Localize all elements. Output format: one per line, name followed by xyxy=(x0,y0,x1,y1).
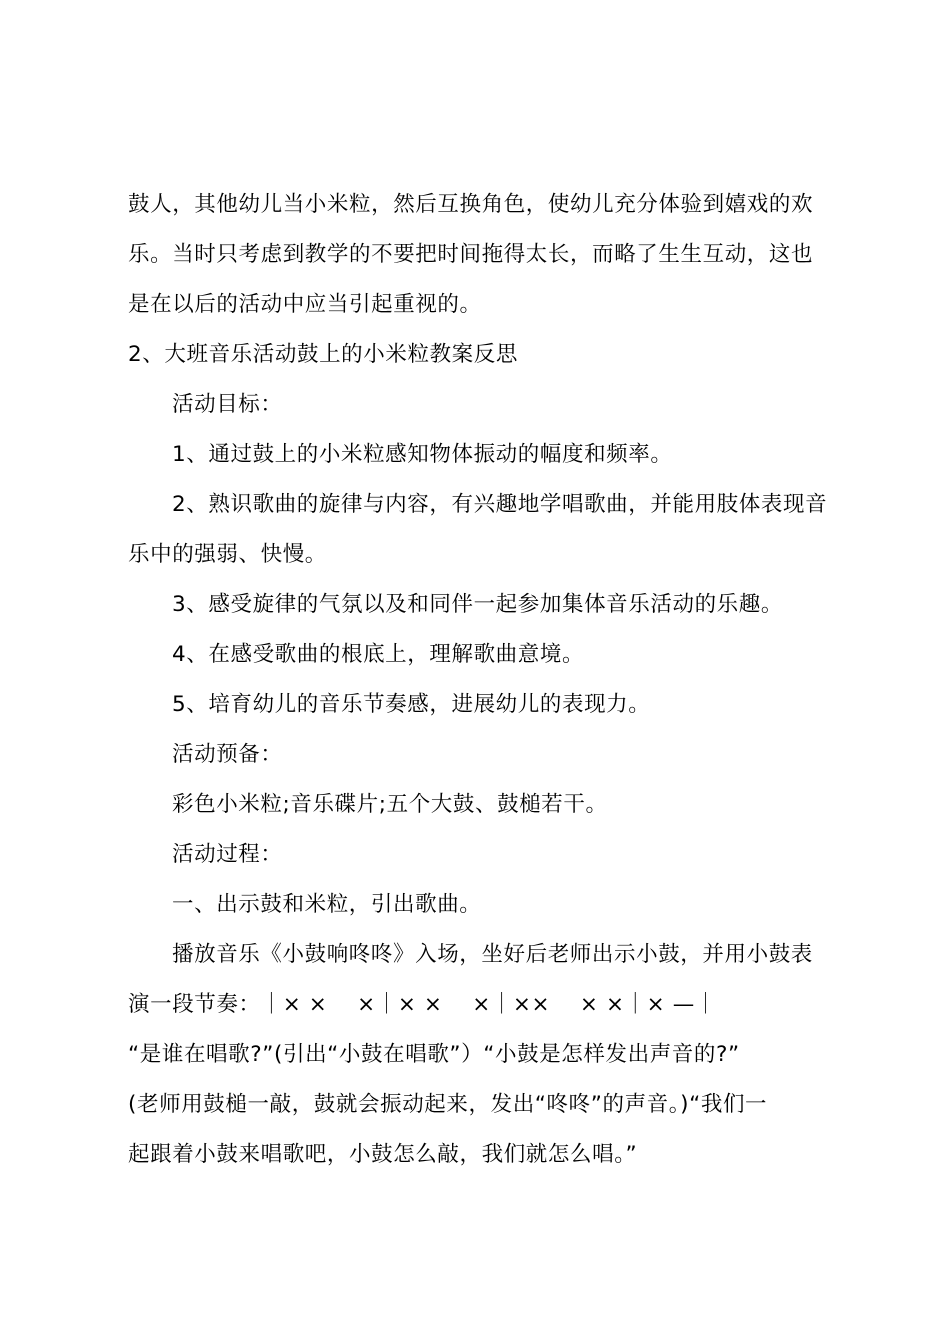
section-heading: 2、大班音乐活动鼓上的小米粒教案反思 xyxy=(128,342,518,367)
list-item: 1、通过鼓上的小米粒感知物体振动的幅度和频率。 xyxy=(172,442,673,467)
list-item: 4、在感受歌曲的根底上，理解歌曲意境。 xyxy=(172,642,585,667)
subheading-goals: 活动目标： xyxy=(172,392,283,417)
paragraph-line: 播放音乐《小鼓响咚咚》入场，坐好后老师出示小鼓，并用小鼓表 xyxy=(172,942,813,967)
list-item: 2、熟识歌曲的旋律与内容，有兴趣地学唱歌曲，并能用肢体表现音 xyxy=(172,492,828,517)
list-item: 3、感受旋律的气氛以及和同伴一起参加集体音乐活动的乐趣。 xyxy=(172,592,783,617)
rhythm-notation-line: 演一段节奏：｜× × ×｜× × ×｜×× × ×｜× —｜ xyxy=(128,992,717,1017)
subheading-process: 活动过程： xyxy=(172,842,283,867)
paragraph-line: 彩色小米粒;音乐碟片;五个大鼓、鼓槌若干。 xyxy=(172,792,608,817)
list-item-continuation: 乐中的强弱、快慢。 xyxy=(128,542,327,567)
paragraph-line: (老师用鼓槌一敲，鼓就会振动起来，发出“咚咚”的声音。)“我们一 xyxy=(128,1092,768,1117)
step-heading: 一、出示鼓和米粒，引出歌曲。 xyxy=(172,892,482,917)
paragraph-line: 起跟着小鼓来唱歌吧，小鼓怎么敲，我们就怎么唱。” xyxy=(128,1142,638,1167)
paragraph-line: 是在以后的活动中应当引起重视的。 xyxy=(128,292,482,317)
paragraph-line: 乐。当时只考虑到教学的不要把时间拖得太长，而略了生生互动，这也 xyxy=(128,242,814,267)
subheading-preparation: 活动预备： xyxy=(172,742,283,767)
paragraph-line: 鼓人，其他幼儿当小米粒，然后互换角色，使幼儿充分体验到嬉戏的欢 xyxy=(128,192,814,217)
list-item: 5、培育幼儿的音乐节奏感，进展幼儿的表现力。 xyxy=(172,692,651,717)
paragraph-line: “是谁在唱歌?”(引出“小鼓在唱歌”）“小鼓是怎样发出声音的?” xyxy=(128,1042,740,1067)
